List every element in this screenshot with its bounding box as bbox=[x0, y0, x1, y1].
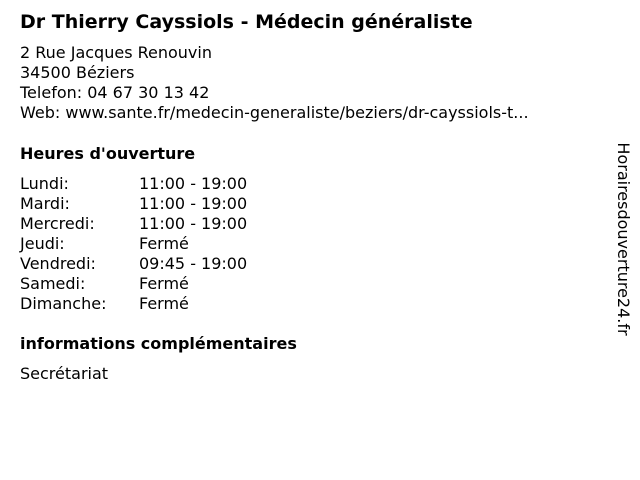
hours-day-label: Vendredi: bbox=[20, 254, 96, 273]
hours-time-value: 11:00 - 19:00 bbox=[139, 174, 248, 193]
hours-row-saturday bbox=[20, 274, 320, 294]
hours-day-label: Dimanche: bbox=[20, 294, 107, 313]
hours-time-value: 11:00 - 19:00 bbox=[139, 194, 248, 213]
watermark bbox=[600, 136, 640, 342]
phone-number: Telefon: 04 67 30 13 42 bbox=[20, 83, 210, 102]
hours-row-thursday bbox=[20, 234, 320, 254]
hours-row-wednesday bbox=[20, 214, 320, 234]
additional-info-heading: informations complémentaires bbox=[20, 334, 297, 353]
hours-row-sunday bbox=[20, 294, 320, 314]
hours-time-value: 09:45 - 19:00 bbox=[139, 254, 248, 273]
address-city: 34500 Béziers bbox=[20, 63, 135, 82]
hours-time-value: 11:00 - 19:00 bbox=[139, 214, 248, 233]
hours-time-value: Fermé bbox=[139, 294, 189, 313]
address-street: 2 Rue Jacques Renouvin bbox=[20, 43, 212, 62]
hours-time-value: Fermé bbox=[139, 274, 189, 293]
additional-info-text: Secrétariat bbox=[20, 364, 109, 383]
hours-day-label: Mardi: bbox=[20, 194, 70, 213]
hours-row-friday bbox=[20, 254, 320, 274]
hours-day-label: Jeudi: bbox=[20, 234, 65, 253]
address-block bbox=[20, 43, 529, 123]
hours-day-label: Mercredi: bbox=[20, 214, 95, 233]
hours-day-label: Lundi: bbox=[20, 174, 69, 193]
opening-hours-table bbox=[20, 174, 320, 314]
hours-row-monday bbox=[20, 174, 320, 194]
hours-day-label: Samedi: bbox=[20, 274, 86, 293]
watermark-text: Horairesdouverture24.fr bbox=[614, 142, 633, 336]
hours-time-value: Fermé bbox=[139, 234, 189, 253]
hours-row-tuesday bbox=[20, 194, 320, 214]
website-link[interactable]: Web: www.sante.fr/medecin-generaliste/beziers/dr-cayssiols-t... bbox=[20, 103, 529, 122]
page-title: Dr Thierry Cayssiols - Médecin généraliste bbox=[20, 11, 473, 33]
opening-hours-heading: Heures d'ouverture bbox=[20, 144, 196, 163]
